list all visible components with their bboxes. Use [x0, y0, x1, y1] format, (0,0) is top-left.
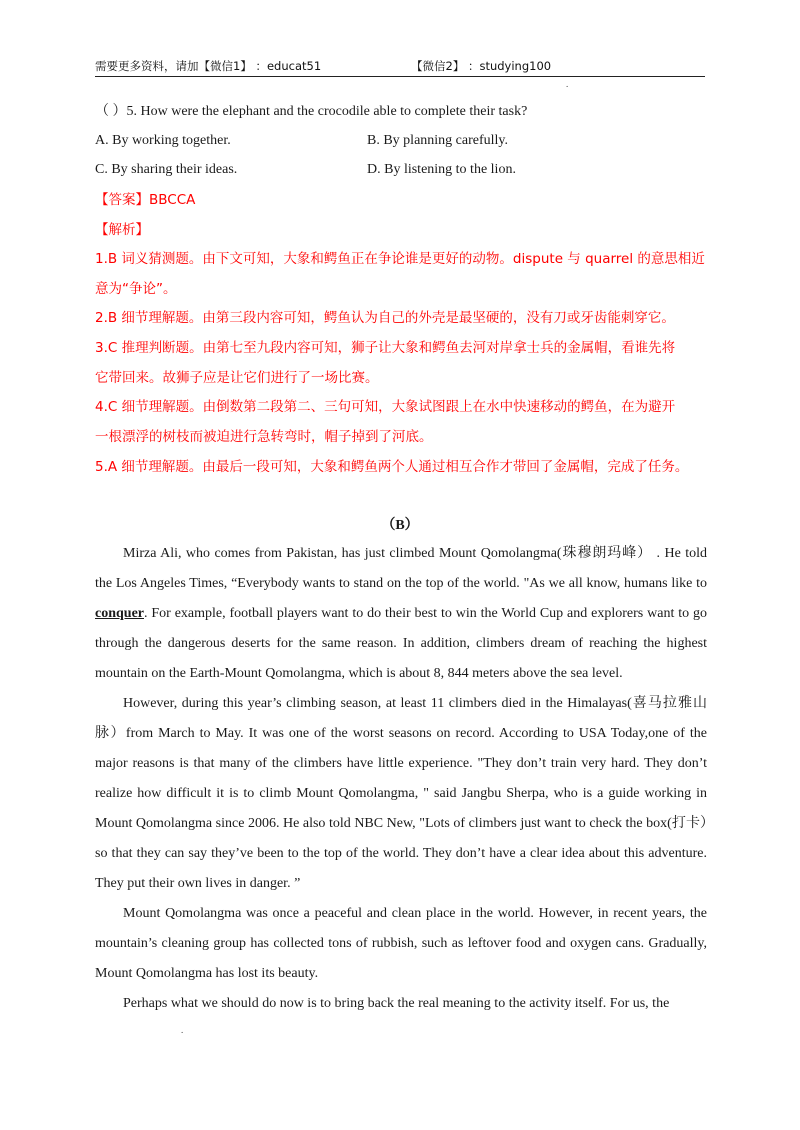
option-d: D. By listening to the lion.	[367, 162, 516, 177]
explanation-line: 5.A 细节理解题。由最后一段可知，大象和鳄鱼两个人通过相互合作才带回了金属帽，完成了任务。	[95, 459, 689, 475]
explanation-line: 1.B 词义猜测题。由下文可知，大象和鳄鱼正在争论谁是更好的动物。dispute 与 quarrel 的意思相近	[95, 251, 705, 267]
passage-paragraph-3: Mount Qomolangma was once a peaceful and clean place in the world. However, in recent years, the mountain’s cleaning group has collected tons of rubbish, such as leftover food and oxygen cans. Gradually, Mount Qomolangma has lost its beauty.	[95, 906, 707, 981]
answer-label: 【答案】BBCCA	[95, 192, 196, 208]
reading-passage	[95, 539, 707, 1019]
header-wechat-1: 需要更多资料，请加【微信1】 ：educat51	[95, 59, 322, 73]
analysis-label: 【解析】	[95, 222, 149, 238]
explanation-line: 4.C 细节理解题。由倒数第二段第二、三句可知，大象试图跟上在水中快速移动的鳄鱼，在为避开	[95, 399, 676, 415]
section-title: （B）	[381, 518, 419, 533]
page-header	[95, 56, 705, 77]
option-b: B. By planning carefully.	[367, 133, 509, 148]
option-c: C. By sharing their ideas.	[95, 162, 238, 177]
footer-dot: .	[181, 1025, 184, 1035]
question-stem: （ ）5. How were the elephant and the crocodile able to complete their task?	[95, 104, 528, 119]
option-a: A. By working together.	[95, 133, 231, 148]
header-dot: .	[566, 79, 569, 89]
explanation-line: 意为“争论”。	[95, 281, 177, 297]
explanation-line: 3.C 推理判断题。由第七至九段内容可知，狮子让大象和鳄鱼去河对岸拿士兵的金属帽，看谁先将	[95, 340, 676, 356]
header-wechat-2: 【微信2】 ：studying100	[411, 59, 552, 73]
passage-paragraph-2: However, during this year’s climbing season, at least 11 climbers died in the Himalayas(喜马拉雅山脉）from March to May. It was one of the worst seasons on record. According to USA Today,one of the major reasons is that many of the climbers have little experience. "They don’t train very hard. They don’t realize how difficult it is to climb Mount Qomolangma, " said Jangbu Sherpa, who is a guide working in Mount Qomolangma since 2006. He also told NBC New, "Lots of climbers just want to check the box(打卡）so that they can say they’ve been to the top of the world. They don’t have a clear idea about this adventure. They put their own lives in danger. ”	[95, 696, 707, 891]
passage-paragraph-4: Perhaps what we should do now is to bring back the real meaning to the activity itself. For us, the	[123, 996, 670, 1011]
passage-paragraph-1: Mirza Ali, who comes from Pakistan, has just climbed Mount Qomolangma(珠穆朗玛峰） . He told the Los Angeles Times, “Everybody wants to stand on the top of the world. "As we all know, humans like to conquer. For example, football players want to do their best to win the World Cup and explorers want to go through the dangerous deserts for the same reason. In addition, climbers dream of reaching the highest mountain on the Earth-Mount Qomolangma, which is about 8, 844 meters above the sea level.	[95, 546, 707, 681]
keyword-conquer: conquer	[95, 606, 144, 621]
explanation-line: 2.B 细节理解题。由第三段内容可知，鳄鱼认为自己的外壳是最坚硬的，没有刀或牙齿能刺穿它。	[95, 310, 675, 326]
explanation-line: 一根漂浮的树枝而被迫进行急转弯时，帽子掉到了河底。	[95, 429, 433, 445]
explanation-line: 它带回来。故狮子应是让它们进行了一场比赛。	[95, 370, 379, 386]
